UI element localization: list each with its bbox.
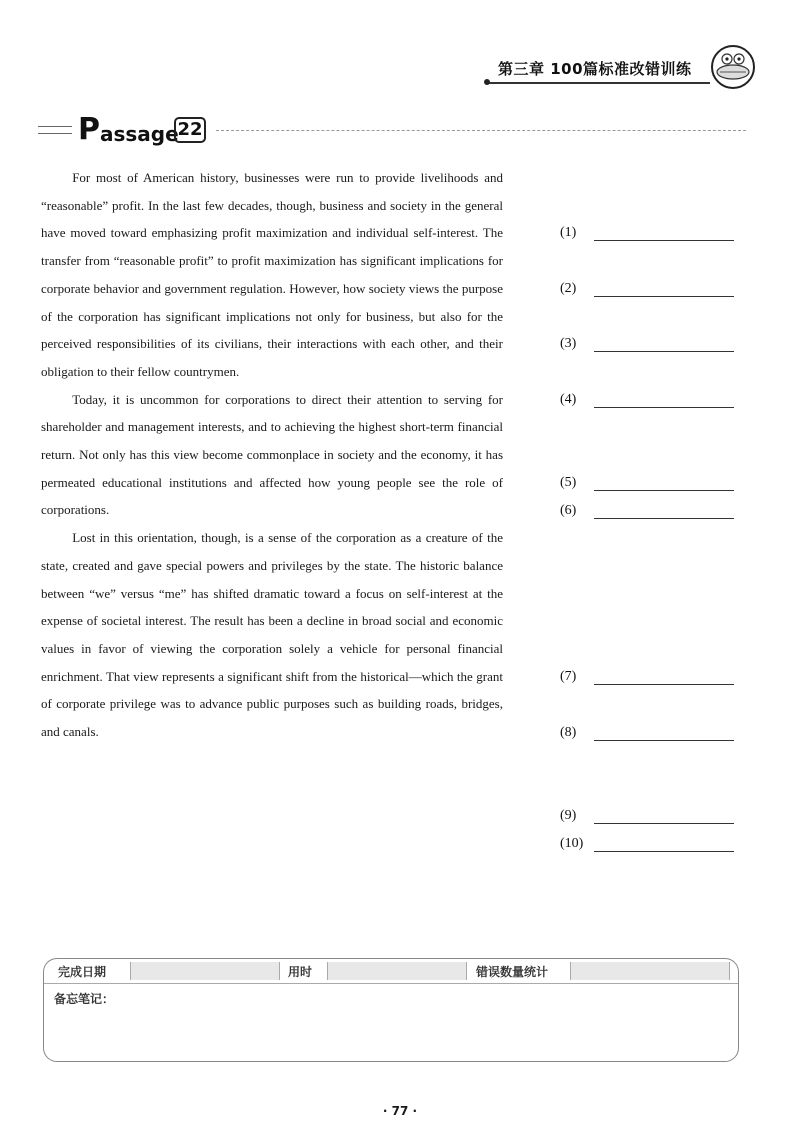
heading-left-rule [38,126,72,134]
heading-right-rule [216,130,746,131]
passage-number-badge: 22 [174,117,206,143]
header-dot [484,79,490,85]
text-line: building roads, bridges, and canals. [41,696,503,740]
answer-blank-3[interactable] [560,336,594,352]
answer-blank-7[interactable] [560,669,594,685]
answer-line [594,518,734,519]
error-count-label: 错误数量统计 [476,965,549,979]
text-line: privileges by the state. The historic balance between “we” versus [41,557,503,601]
paragraph-1 [41,164,503,386]
text-line: see the role of corporations. [41,474,503,518]
passage-heading-initial: P [78,112,100,147]
text-line: regulation. However, how society views the purpose of the [41,280,503,324]
study-record-header [44,959,738,984]
answer-number: (5) [560,475,577,490]
passage-heading [38,112,750,152]
answer-number: (3) [560,336,577,351]
chapter-title: 第三章 100篇标准改错训练 [498,60,692,78]
text-line: attention to serving for shareholder and management interests, and [41,391,504,435]
notes-label: 备忘笔记： [54,992,115,1006]
answer-blank-5[interactable] [560,475,594,491]
text-line: Lost in this orientation, though, is a sense of the corporation [72,530,401,546]
completion-date-field[interactable] [130,962,280,980]
answer-line [594,296,734,297]
text-line: countrymen. [173,363,240,379]
passage-text [41,164,503,746]
answer-blank-1[interactable] [560,225,594,241]
answer-line [594,740,734,741]
text-line: solely a vehicle for personal financial enrichment. That view [41,640,503,684]
text-line: as a creature of the state, created and gave special powers and [41,530,503,573]
mascot-badge-icon [710,44,756,90]
text-line: also for the perceived responsibilities of its civilians, their [41,308,503,352]
completion-date-label: 完成日期 [58,965,107,979]
answer-line [594,351,734,352]
answer-number: (10) [560,836,584,851]
header-rule [485,82,710,84]
answer-blank-10[interactable] [560,836,594,852]
text-line: expense of societal interest. The result has been a decline in broad [41,613,396,629]
answer-number: (4) [560,392,577,407]
answer-number: (2) [560,281,577,296]
answer-line [594,684,734,685]
answer-line [594,823,734,824]
answer-blank-2[interactable] [560,281,594,297]
page-number: · 77 · [382,1104,418,1118]
passage-heading-word: assage [100,122,179,146]
text-line: corporation has significant implications not only for business, but [78,308,441,324]
text-line: interactions with each other, and their obligation to their fellow [41,336,503,379]
text-line: Today, it is uncommon for corporations to direct their [72,391,377,407]
answer-number: (6) [560,503,577,518]
paragraph-2 [41,386,503,525]
answer-line [594,407,734,408]
paragraph-3 [41,524,503,746]
answer-blank-4[interactable] [560,392,594,408]
text-line: transfer from “reasonable profit” to profit maximization has [41,253,361,269]
text-line: emphasizing profit maximization and individual self-interest. The [151,225,503,241]
answer-line [594,851,734,852]
answer-line [594,490,734,491]
text-line: livelihoods and “reasonable” profit. In the last few decades, [41,170,503,213]
text-line: represents a significant shift from the historical—which the grant [161,668,503,684]
answer-number: (7) [560,669,577,684]
time-used-label: 用时 [288,965,313,979]
study-record-box [43,958,739,1062]
text-line: though, business and society in the general have moved toward [41,197,503,241]
text-line: of corporate privilege was to advance public purposes such as [41,696,378,712]
answer-line [594,240,734,241]
answer-blank-9[interactable] [560,808,594,824]
text-line: social and economic values in favor of viewing the corporation [41,613,503,656]
text-line: “me” has shifted dramatic toward a focus on self-interest at the [158,585,503,601]
text-line: significant implications for corporate behavior and government [41,253,503,296]
text-line: to achieving the highest short-term financial return. Not only has [41,419,503,463]
answer-blank-6[interactable] [560,503,594,519]
answer-number: (9) [560,808,577,823]
answer-number: (1) [560,225,577,240]
text-line: this view become commonplace in society and the economy, it has [150,447,503,463]
text-line: permeated educational institutions and affected how young people [41,474,419,490]
answer-number: (8) [560,725,577,740]
time-used-field[interactable] [327,962,467,980]
error-count-field[interactable] [570,962,730,980]
text-line: For most of American history, businesses were run to provide [72,170,421,185]
answer-blank-8[interactable] [560,725,594,741]
